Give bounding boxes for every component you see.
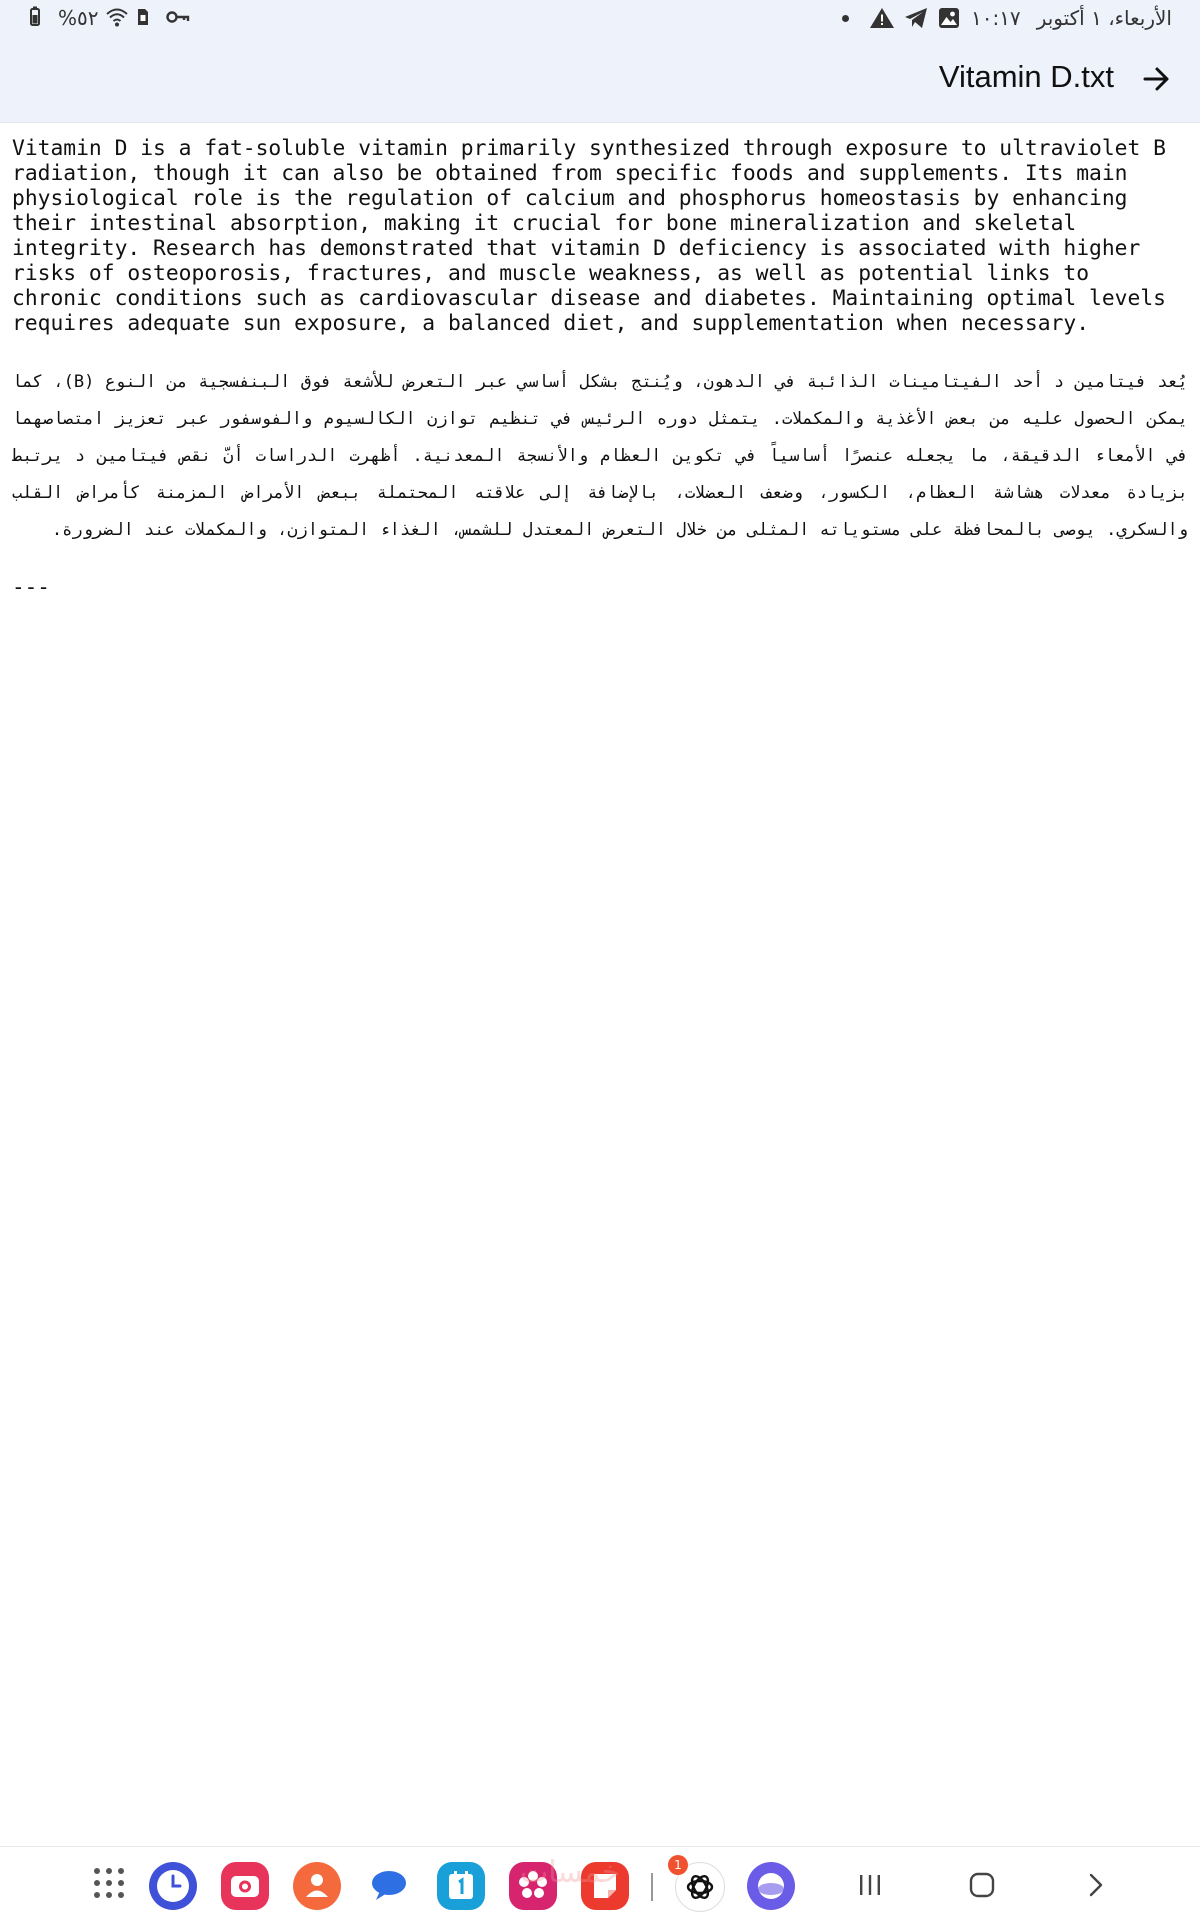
grid-dot-icon — [94, 1892, 100, 1898]
app-bar — [0, 36, 1200, 123]
home-icon — [969, 1872, 995, 1898]
home-button[interactable] — [962, 1865, 1002, 1905]
paragraph-english: Vitamin D is a fat-soluble vitamin primarily synthesized through exposure to ultraviolet B radiation, though it can also be obtained from specific foods and supplements. Its main physiological role is the regulation of calcium and phosphorus homeostasis by enhancing their intestinal absorption, making it crucial for bone mineralization and skeletal integrity. Research has demonstrated that vitamin D deficiency is associated with higher risks of osteoporosis, fractures, and muscle weakness, as well as potential links to chronic conditions such as cardiovascular disease and diabetes. Maintaining optimal levels requires adequate sun exposure, a balanced diet, and supplementation when necessary. — [12, 136, 1179, 336]
chatgpt-app-icon[interactable] — [674, 1858, 725, 1912]
person-icon — [293, 1862, 341, 1910]
battery-icon — [28, 6, 52, 30]
sim-icon — [135, 6, 159, 30]
battery-percent: %٥٢ — [58, 6, 99, 30]
chevron-right-icon — [1083, 1872, 1109, 1898]
grid-dot-icon — [118, 1880, 124, 1886]
document-content[interactable] — [12, 136, 1188, 600]
grid-dot-icon — [106, 1892, 112, 1898]
telegram-icon — [903, 6, 927, 30]
wifi-icon — [105, 6, 129, 30]
clock-icon — [149, 1862, 197, 1910]
vpn-key-icon — [165, 6, 189, 30]
grid-dot-icon — [106, 1868, 112, 1874]
gallery-notification-icon — [937, 6, 961, 30]
arrow-forward-icon — [1142, 64, 1172, 94]
recent-apps-button[interactable] — [850, 1865, 890, 1905]
grid-dot-icon — [94, 1868, 100, 1874]
notes-app-icon[interactable] — [581, 1862, 629, 1910]
notification-dot-icon — [842, 15, 849, 22]
recents-icon — [857, 1872, 883, 1898]
status-bar — [0, 0, 1200, 36]
status-left — [28, 4, 189, 32]
status-time: ١٠:١٧ — [970, 6, 1021, 30]
camera-icon — [221, 1862, 269, 1910]
taskbar-divider — [651, 1873, 653, 1901]
watermark-logo: خمسات — [520, 1855, 621, 1890]
camera-app-icon[interactable] — [221, 1862, 269, 1910]
grid-dot-icon — [94, 1880, 100, 1886]
chat-bubble-icon — [365, 1862, 413, 1910]
warning-icon — [869, 6, 893, 30]
app-drawer-button[interactable] — [94, 1868, 124, 1898]
internet-app-icon[interactable] — [747, 1862, 795, 1910]
notification-badge: 1 — [668, 1855, 688, 1875]
calendar-app-icon[interactable] — [437, 1862, 485, 1910]
planet-icon — [747, 1862, 795, 1910]
separator-line: --- — [12, 575, 50, 599]
chatgpt-icon — [680, 1867, 720, 1907]
status-date: الأربعاء، ١ أكتوبر — [1036, 6, 1172, 30]
grid-dot-icon — [118, 1868, 124, 1874]
calendar-icon — [437, 1862, 485, 1910]
gallery-app-icon[interactable] — [509, 1862, 557, 1910]
forward-button[interactable] — [1136, 58, 1178, 100]
grid-dot-icon — [106, 1880, 112, 1886]
flower-icon — [509, 1862, 557, 1910]
file-title: Vitamin D.txt — [938, 59, 1114, 94]
messages-app-icon[interactable] — [365, 1862, 413, 1910]
note-icon — [581, 1862, 629, 1910]
clock-app-icon[interactable] — [149, 1862, 197, 1910]
paragraph-arabic: يُعد فيتامين د أحد الفيتامينات الذائبة في الدهون، ويُنتج بشكل أساسي عبر التعرض للأشعة فوق البنفسجية من النوع (B)، كما يمكن الحصول عليه من بعض الأغذية والمكملات. يتمثل دوره الرئيس في تنظيم توازن الكالسيوم والفوسفور عبر تعزيز امتصاصهما في الأمعاء الدقيقة، ما يجعله عنصرًا أساسياً في تكوين العظام والأنسجة المعدنية. أظهرت الدراسات أنّ نقص فيتامين د يرتبط بزيادة معدلات هشاشة العظام، الكسور، وضعف العضلات، بالإضافة إلى علاقته المحتملة ببعض الأمراض المزمنة كأمراض القلب والسكري. يوصى بالمحافظة على مستوياته المثلى من خلال التعرض المعتدل للشمس، الغذاء المتوازن، والمكملات عند الضرورة. — [12, 372, 1188, 540]
taskbar — [0, 1846, 1200, 1920]
grid-dot-icon — [118, 1892, 124, 1898]
contacts-app-icon[interactable] — [293, 1862, 341, 1910]
status-right — [842, 4, 1172, 32]
back-button[interactable] — [1076, 1865, 1116, 1905]
